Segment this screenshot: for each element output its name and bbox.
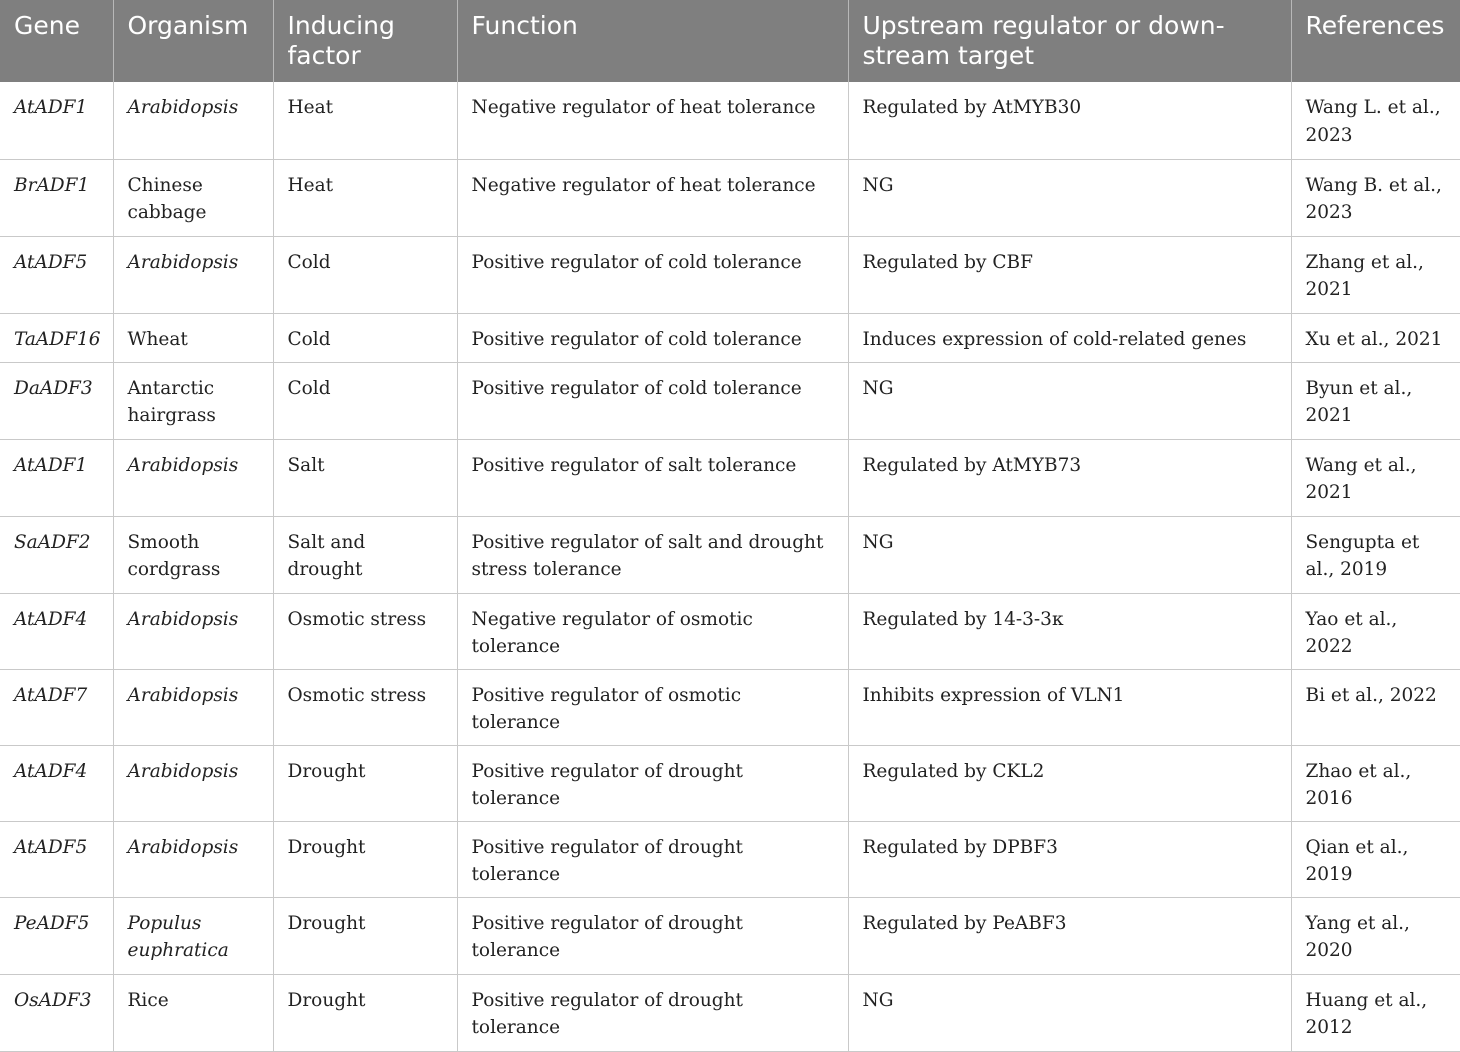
reference-link[interactable]: Qian et al., 2019 <box>1291 821 1460 897</box>
regulator-cell: NG <box>848 516 1291 593</box>
regulator-cell: NG <box>848 974 1291 1051</box>
gene-cell: AtADF1 <box>0 439 113 516</box>
function-cell: Positive regulator of salt tolerance <box>457 439 848 516</box>
function-cell: Positive regulator of salt and drought stress tolerance <box>457 516 848 593</box>
regulator-cell: Regulated by CBF <box>848 236 1291 313</box>
organism-cell: Smooth cordgrass <box>113 516 273 593</box>
table-row <box>0 745 1460 821</box>
gene-cell: AtADF4 <box>0 745 113 821</box>
reference-link[interactable]: Sengupta et al., 2019 <box>1291 516 1460 593</box>
organism-cell: Arabidopsis <box>113 439 273 516</box>
regulator-cell: Regulated by AtMYB73 <box>848 439 1291 516</box>
table-row <box>0 974 1460 1051</box>
function-cell: Positive regulator of cold tolerance <box>457 313 848 362</box>
reference-link[interactable]: Wang L. et al., 2023 <box>1291 82 1460 159</box>
reference-link[interactable]: Huang et al., 2012 <box>1291 974 1460 1051</box>
organism-cell: Arabidopsis <box>113 593 273 669</box>
gene-cell: SaADF2 <box>0 516 113 593</box>
factor-cell: Salt and drought <box>273 516 457 593</box>
factor-cell: Cold <box>273 313 457 362</box>
header-gene: Gene <box>0 0 113 82</box>
gene-cell: AtADF5 <box>0 236 113 313</box>
function-cell: Positive regulator of cold tolerance <box>457 362 848 439</box>
reference-link[interactable]: Zhao et al., 2016 <box>1291 745 1460 821</box>
reference-link[interactable]: Wang et al., 2021 <box>1291 439 1460 516</box>
organism-cell: Arabidopsis <box>113 236 273 313</box>
gene-cell: AtADF4 <box>0 593 113 669</box>
regulator-cell: Regulated by PeABF3 <box>848 897 1291 974</box>
reference-link[interactable]: Xu et al., 2021 <box>1291 313 1460 362</box>
regulator-cell: Regulated by AtMYB30 <box>848 82 1291 159</box>
gene-cell: OsADF3 <box>0 974 113 1051</box>
regulator-cell: Regulated by 14-3-3κ <box>848 593 1291 669</box>
factor-cell: Osmotic stress <box>273 593 457 669</box>
organism-cell: Arabidopsis <box>113 669 273 745</box>
regulator-cell: Inhibits expression of VLN1 <box>848 669 1291 745</box>
function-cell: Negative regulator of heat tolerance <box>457 159 848 236</box>
table-row <box>0 669 1460 745</box>
function-cell: Negative regulator of heat tolerance <box>457 82 848 159</box>
gene-cell: PeADF5 <box>0 897 113 974</box>
organism-cell: Arabidopsis <box>113 745 273 821</box>
table-row <box>0 362 1460 439</box>
regulator-cell: NG <box>848 159 1291 236</box>
gene-cell: TaADF16 <box>0 313 113 362</box>
header-row <box>0 0 1460 82</box>
table-row <box>0 593 1460 669</box>
header-references: References <box>1291 0 1460 82</box>
factor-cell: Cold <box>273 362 457 439</box>
organism-cell: Arabidopsis <box>113 82 273 159</box>
header-regulator: Upstream regulator or down-stream target <box>848 0 1291 82</box>
header-inducing-factor: Inducing factor <box>273 0 457 82</box>
header-function: Function <box>457 0 848 82</box>
reference-link[interactable]: Zhang et al., 2021 <box>1291 236 1460 313</box>
table-row <box>0 821 1460 897</box>
table-row <box>0 236 1460 313</box>
factor-cell: Osmotic stress <box>273 669 457 745</box>
function-cell: Positive regulator of drought tolerance <box>457 897 848 974</box>
regulator-cell: Induces expression of cold-related genes <box>848 313 1291 362</box>
function-cell: Positive regulator of osmotic tolerance <box>457 669 848 745</box>
regulator-cell: NG <box>848 362 1291 439</box>
reference-link[interactable]: Yang et al., 2020 <box>1291 897 1460 974</box>
factor-cell: Cold <box>273 236 457 313</box>
table-row <box>0 159 1460 236</box>
gene-cell: AtADF1 <box>0 82 113 159</box>
organism-cell: Wheat <box>113 313 273 362</box>
factor-cell: Drought <box>273 974 457 1051</box>
table-row <box>0 516 1460 593</box>
function-cell: Positive regulator of drought tolerance <box>457 821 848 897</box>
organism-cell: Antarctic hairgrass <box>113 362 273 439</box>
reference-link[interactable]: Bi et al., 2022 <box>1291 669 1460 745</box>
table-row <box>0 313 1460 362</box>
function-cell: Positive regulator of cold tolerance <box>457 236 848 313</box>
organism-cell: Chinese cabbage <box>113 159 273 236</box>
reference-link[interactable]: Yao et al., 2022 <box>1291 593 1460 669</box>
organism-cell: Populus euphratica <box>113 897 273 974</box>
reference-link[interactable]: Byun et al., 2021 <box>1291 362 1460 439</box>
factor-cell: Drought <box>273 821 457 897</box>
header-organism: Organism <box>113 0 273 82</box>
regulator-cell: Regulated by DPBF3 <box>848 821 1291 897</box>
factor-cell: Heat <box>273 159 457 236</box>
function-cell: Positive regulator of drought tolerance <box>457 974 848 1051</box>
organism-cell: Rice <box>113 974 273 1051</box>
gene-cell: AtADF7 <box>0 669 113 745</box>
gene-cell: DaADF3 <box>0 362 113 439</box>
table-row <box>0 897 1460 974</box>
table-row <box>0 82 1460 159</box>
organism-cell: Arabidopsis <box>113 821 273 897</box>
factor-cell: Drought <box>273 745 457 821</box>
table-row <box>0 439 1460 516</box>
gene-cell: AtADF5 <box>0 821 113 897</box>
function-cell: Positive regulator of drought tolerance <box>457 745 848 821</box>
factor-cell: Drought <box>273 897 457 974</box>
regulator-cell: Regulated by CKL2 <box>848 745 1291 821</box>
factor-cell: Salt <box>273 439 457 516</box>
gene-cell: BrADF1 <box>0 159 113 236</box>
function-cell: Negative regulator of osmotic tolerance <box>457 593 848 669</box>
factor-cell: Heat <box>273 82 457 159</box>
reference-link[interactable]: Wang B. et al., 2023 <box>1291 159 1460 236</box>
